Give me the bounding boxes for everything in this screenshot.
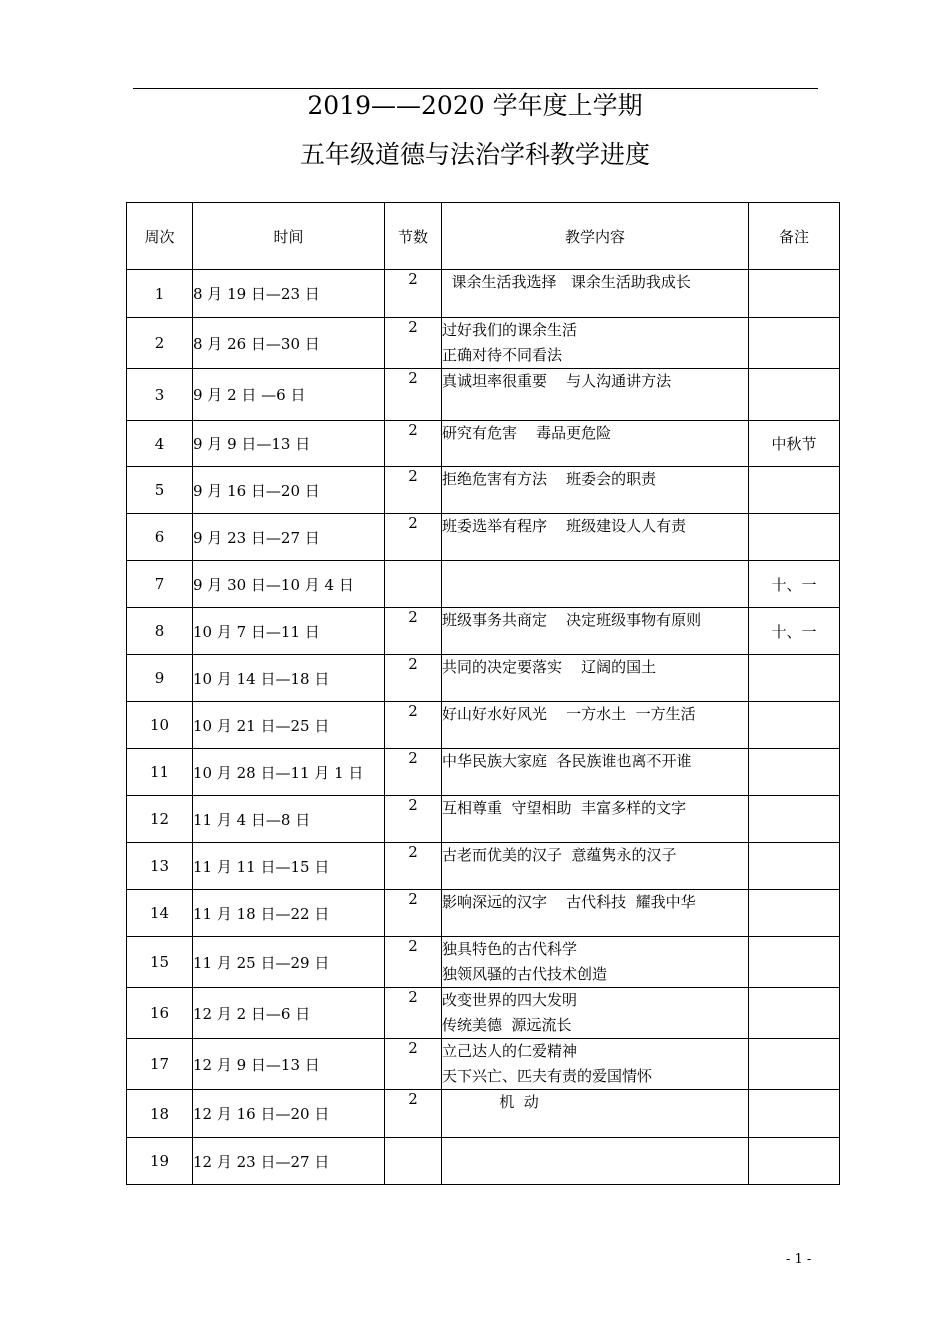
time-cell: 10 月 28 日—11 月 1 日 bbox=[193, 749, 385, 796]
table-row bbox=[127, 514, 840, 561]
week-cell: 19 bbox=[127, 1138, 193, 1185]
content-cell bbox=[442, 1090, 749, 1138]
time-cell: 9 月 2 日 —6 日 bbox=[193, 369, 385, 421]
time-cell: 8 月 26 日—30 日 bbox=[193, 318, 385, 369]
schedule-table bbox=[126, 202, 840, 1185]
note-cell bbox=[749, 369, 840, 421]
content-line: 天下兴亡、匹夫有责的爱国情怀 bbox=[442, 1067, 653, 1085]
note-cell bbox=[749, 988, 840, 1039]
table-row bbox=[127, 1039, 840, 1090]
content-line: 班委选举有程序 班级建设人人有责 bbox=[442, 517, 687, 535]
content-line: 班级事务共商定 决定班级事物有原则 bbox=[442, 611, 702, 629]
table-row bbox=[127, 561, 840, 608]
table-row bbox=[127, 318, 840, 369]
content-line: 过好我们的课余生活 bbox=[442, 321, 578, 339]
content-cell bbox=[442, 749, 749, 796]
content-line: 影响深远的汉字 古代科技 耀我中华 bbox=[442, 893, 696, 911]
content-cell bbox=[442, 937, 749, 988]
content-line: 互相尊重 守望相助 丰富多样的文字 bbox=[442, 799, 687, 817]
content-line: 真诚坦率很重要 与人沟通讲方法 bbox=[442, 372, 672, 390]
table-row bbox=[127, 937, 840, 988]
note-cell bbox=[749, 702, 840, 749]
hours-cell: 2 bbox=[385, 369, 442, 421]
table-row bbox=[127, 655, 840, 702]
hours-cell: 2 bbox=[385, 937, 442, 988]
hours-cell: 2 bbox=[385, 514, 442, 561]
time-cell: 11 月 25 日—29 日 bbox=[193, 937, 385, 988]
time-cell: 11 月 11 日—15 日 bbox=[193, 843, 385, 890]
hours-cell: 2 bbox=[385, 1090, 442, 1138]
week-cell: 15 bbox=[127, 937, 193, 988]
header-time: 时间 bbox=[193, 203, 385, 270]
week-cell: 14 bbox=[127, 890, 193, 937]
time-cell: 12 月 2 日—6 日 bbox=[193, 988, 385, 1039]
time-cell: 12 月 16 日—20 日 bbox=[193, 1090, 385, 1138]
note-cell bbox=[749, 843, 840, 890]
hours-cell: 2 bbox=[385, 988, 442, 1039]
content-line: 古老而优美的汉子 意蕴隽永的汉子 bbox=[442, 846, 677, 864]
hours-cell: 2 bbox=[385, 318, 442, 369]
content-cell bbox=[442, 890, 749, 937]
content-line: 中华民族大家庭 各民族谁也离不开谁 bbox=[442, 752, 692, 770]
hours-cell: 2 bbox=[385, 467, 442, 514]
page-number: - 1 - bbox=[786, 1252, 812, 1267]
week-cell: 9 bbox=[127, 655, 193, 702]
content-cell bbox=[442, 843, 749, 890]
document-subtitle: 五年级道德与法治学科教学进度 bbox=[299, 140, 650, 169]
table-row bbox=[127, 843, 840, 890]
note-cell: 十、一 bbox=[749, 608, 840, 655]
content-cell bbox=[442, 1039, 749, 1090]
content-line: 课余生活我选择 课余生活助我成长 bbox=[442, 273, 691, 291]
content-cell bbox=[442, 608, 749, 655]
header-hours: 节数 bbox=[385, 203, 442, 270]
note-cell bbox=[749, 270, 840, 318]
hours-cell: 2 bbox=[385, 270, 442, 318]
table-row bbox=[127, 467, 840, 514]
content-cell bbox=[442, 655, 749, 702]
week-cell: 5 bbox=[127, 467, 193, 514]
content-cell bbox=[442, 702, 749, 749]
week-cell: 17 bbox=[127, 1039, 193, 1090]
week-cell: 18 bbox=[127, 1090, 193, 1138]
hours-cell: 2 bbox=[385, 796, 442, 843]
table-row bbox=[127, 702, 840, 749]
time-cell: 11 月 4 日—8 日 bbox=[193, 796, 385, 843]
hours-cell bbox=[385, 1138, 442, 1185]
time-cell: 12 月 23 日—27 日 bbox=[193, 1138, 385, 1185]
hours-cell: 2 bbox=[385, 702, 442, 749]
time-cell: 12 月 9 日—13 日 bbox=[193, 1039, 385, 1090]
time-cell: 9 月 9 日—13 日 bbox=[193, 421, 385, 467]
week-cell: 6 bbox=[127, 514, 193, 561]
content-line: 好山好水好风光 一方水土 一方生活 bbox=[442, 705, 696, 723]
content-line: 改变世界的四大发明 bbox=[442, 991, 578, 1009]
note-cell bbox=[749, 890, 840, 937]
hours-cell: 2 bbox=[385, 749, 442, 796]
content-cell bbox=[442, 318, 749, 369]
week-cell: 7 bbox=[127, 561, 193, 608]
note-cell bbox=[749, 937, 840, 988]
table-row bbox=[127, 749, 840, 796]
note-cell bbox=[749, 467, 840, 514]
hours-cell: 2 bbox=[385, 608, 442, 655]
note-cell bbox=[749, 796, 840, 843]
note-cell bbox=[749, 1138, 840, 1185]
hours-cell: 2 bbox=[385, 421, 442, 467]
content-cell bbox=[442, 421, 749, 467]
week-cell: 11 bbox=[127, 749, 193, 796]
note-cell bbox=[749, 749, 840, 796]
hours-cell bbox=[385, 561, 442, 608]
note-cell bbox=[749, 514, 840, 561]
content-line: 立己达人的仁爱精神 bbox=[442, 1042, 578, 1060]
content-cell bbox=[442, 1138, 749, 1185]
table-row bbox=[127, 270, 840, 318]
content-cell bbox=[442, 270, 749, 318]
week-cell: 10 bbox=[127, 702, 193, 749]
week-cell: 8 bbox=[127, 608, 193, 655]
content-cell bbox=[442, 514, 749, 561]
time-cell: 10 月 21 日—25 日 bbox=[193, 702, 385, 749]
week-cell: 13 bbox=[127, 843, 193, 890]
table-body bbox=[127, 270, 840, 1185]
table-header-row bbox=[127, 203, 840, 270]
week-cell: 3 bbox=[127, 369, 193, 421]
content-cell bbox=[442, 369, 749, 421]
week-cell: 16 bbox=[127, 988, 193, 1039]
week-cell: 2 bbox=[127, 318, 193, 369]
content-line: 机 动 bbox=[442, 1093, 539, 1111]
hours-cell: 2 bbox=[385, 1039, 442, 1090]
table-row bbox=[127, 890, 840, 937]
content-cell bbox=[442, 988, 749, 1039]
document-title: 2019——2020 学年度上学期 bbox=[307, 91, 643, 120]
hours-cell: 2 bbox=[385, 890, 442, 937]
table-row bbox=[127, 369, 840, 421]
header-content: 教学内容 bbox=[442, 203, 749, 270]
hours-cell: 2 bbox=[385, 655, 442, 702]
note-cell bbox=[749, 655, 840, 702]
note-cell: 十、一 bbox=[749, 561, 840, 608]
content-line: 拒绝危害有方法 班委会的职责 bbox=[442, 470, 657, 488]
table-row bbox=[127, 421, 840, 467]
table-row bbox=[127, 1138, 840, 1185]
content-cell bbox=[442, 467, 749, 514]
content-line: 传统美德 源远流长 bbox=[442, 1016, 572, 1034]
time-cell: 8 月 19 日—23 日 bbox=[193, 270, 385, 318]
content-cell bbox=[442, 561, 749, 608]
time-cell: 9 月 16 日—20 日 bbox=[193, 467, 385, 514]
week-cell: 12 bbox=[127, 796, 193, 843]
time-cell: 9 月 23 日—27 日 bbox=[193, 514, 385, 561]
table-row bbox=[127, 608, 840, 655]
header-rule bbox=[133, 88, 818, 89]
time-cell: 10 月 7 日—11 日 bbox=[193, 608, 385, 655]
content-line: 独具特色的古代科学 bbox=[442, 940, 578, 958]
content-line: 研究有危害 毒品更危险 bbox=[442, 424, 612, 442]
note-cell bbox=[749, 1090, 840, 1138]
table-row bbox=[127, 1090, 840, 1138]
week-cell: 1 bbox=[127, 270, 193, 318]
content-line: 正确对待不同看法 bbox=[442, 346, 563, 364]
content-line: 独领风骚的古代技术创造 bbox=[442, 965, 608, 983]
table-row bbox=[127, 796, 840, 843]
time-cell: 11 月 18 日—22 日 bbox=[193, 890, 385, 937]
table-row bbox=[127, 988, 840, 1039]
time-cell: 9 月 30 日—10 月 4 日 bbox=[193, 561, 385, 608]
hours-cell: 2 bbox=[385, 843, 442, 890]
time-cell: 10 月 14 日—18 日 bbox=[193, 655, 385, 702]
note-cell: 中秋节 bbox=[749, 421, 840, 467]
header-week: 周次 bbox=[127, 203, 193, 270]
week-cell: 4 bbox=[127, 421, 193, 467]
note-cell bbox=[749, 318, 840, 369]
note-cell bbox=[749, 1039, 840, 1090]
content-cell bbox=[442, 796, 749, 843]
content-line: 共同的决定要落实 辽阔的国土 bbox=[442, 658, 657, 676]
header-note: 备注 bbox=[749, 203, 840, 270]
